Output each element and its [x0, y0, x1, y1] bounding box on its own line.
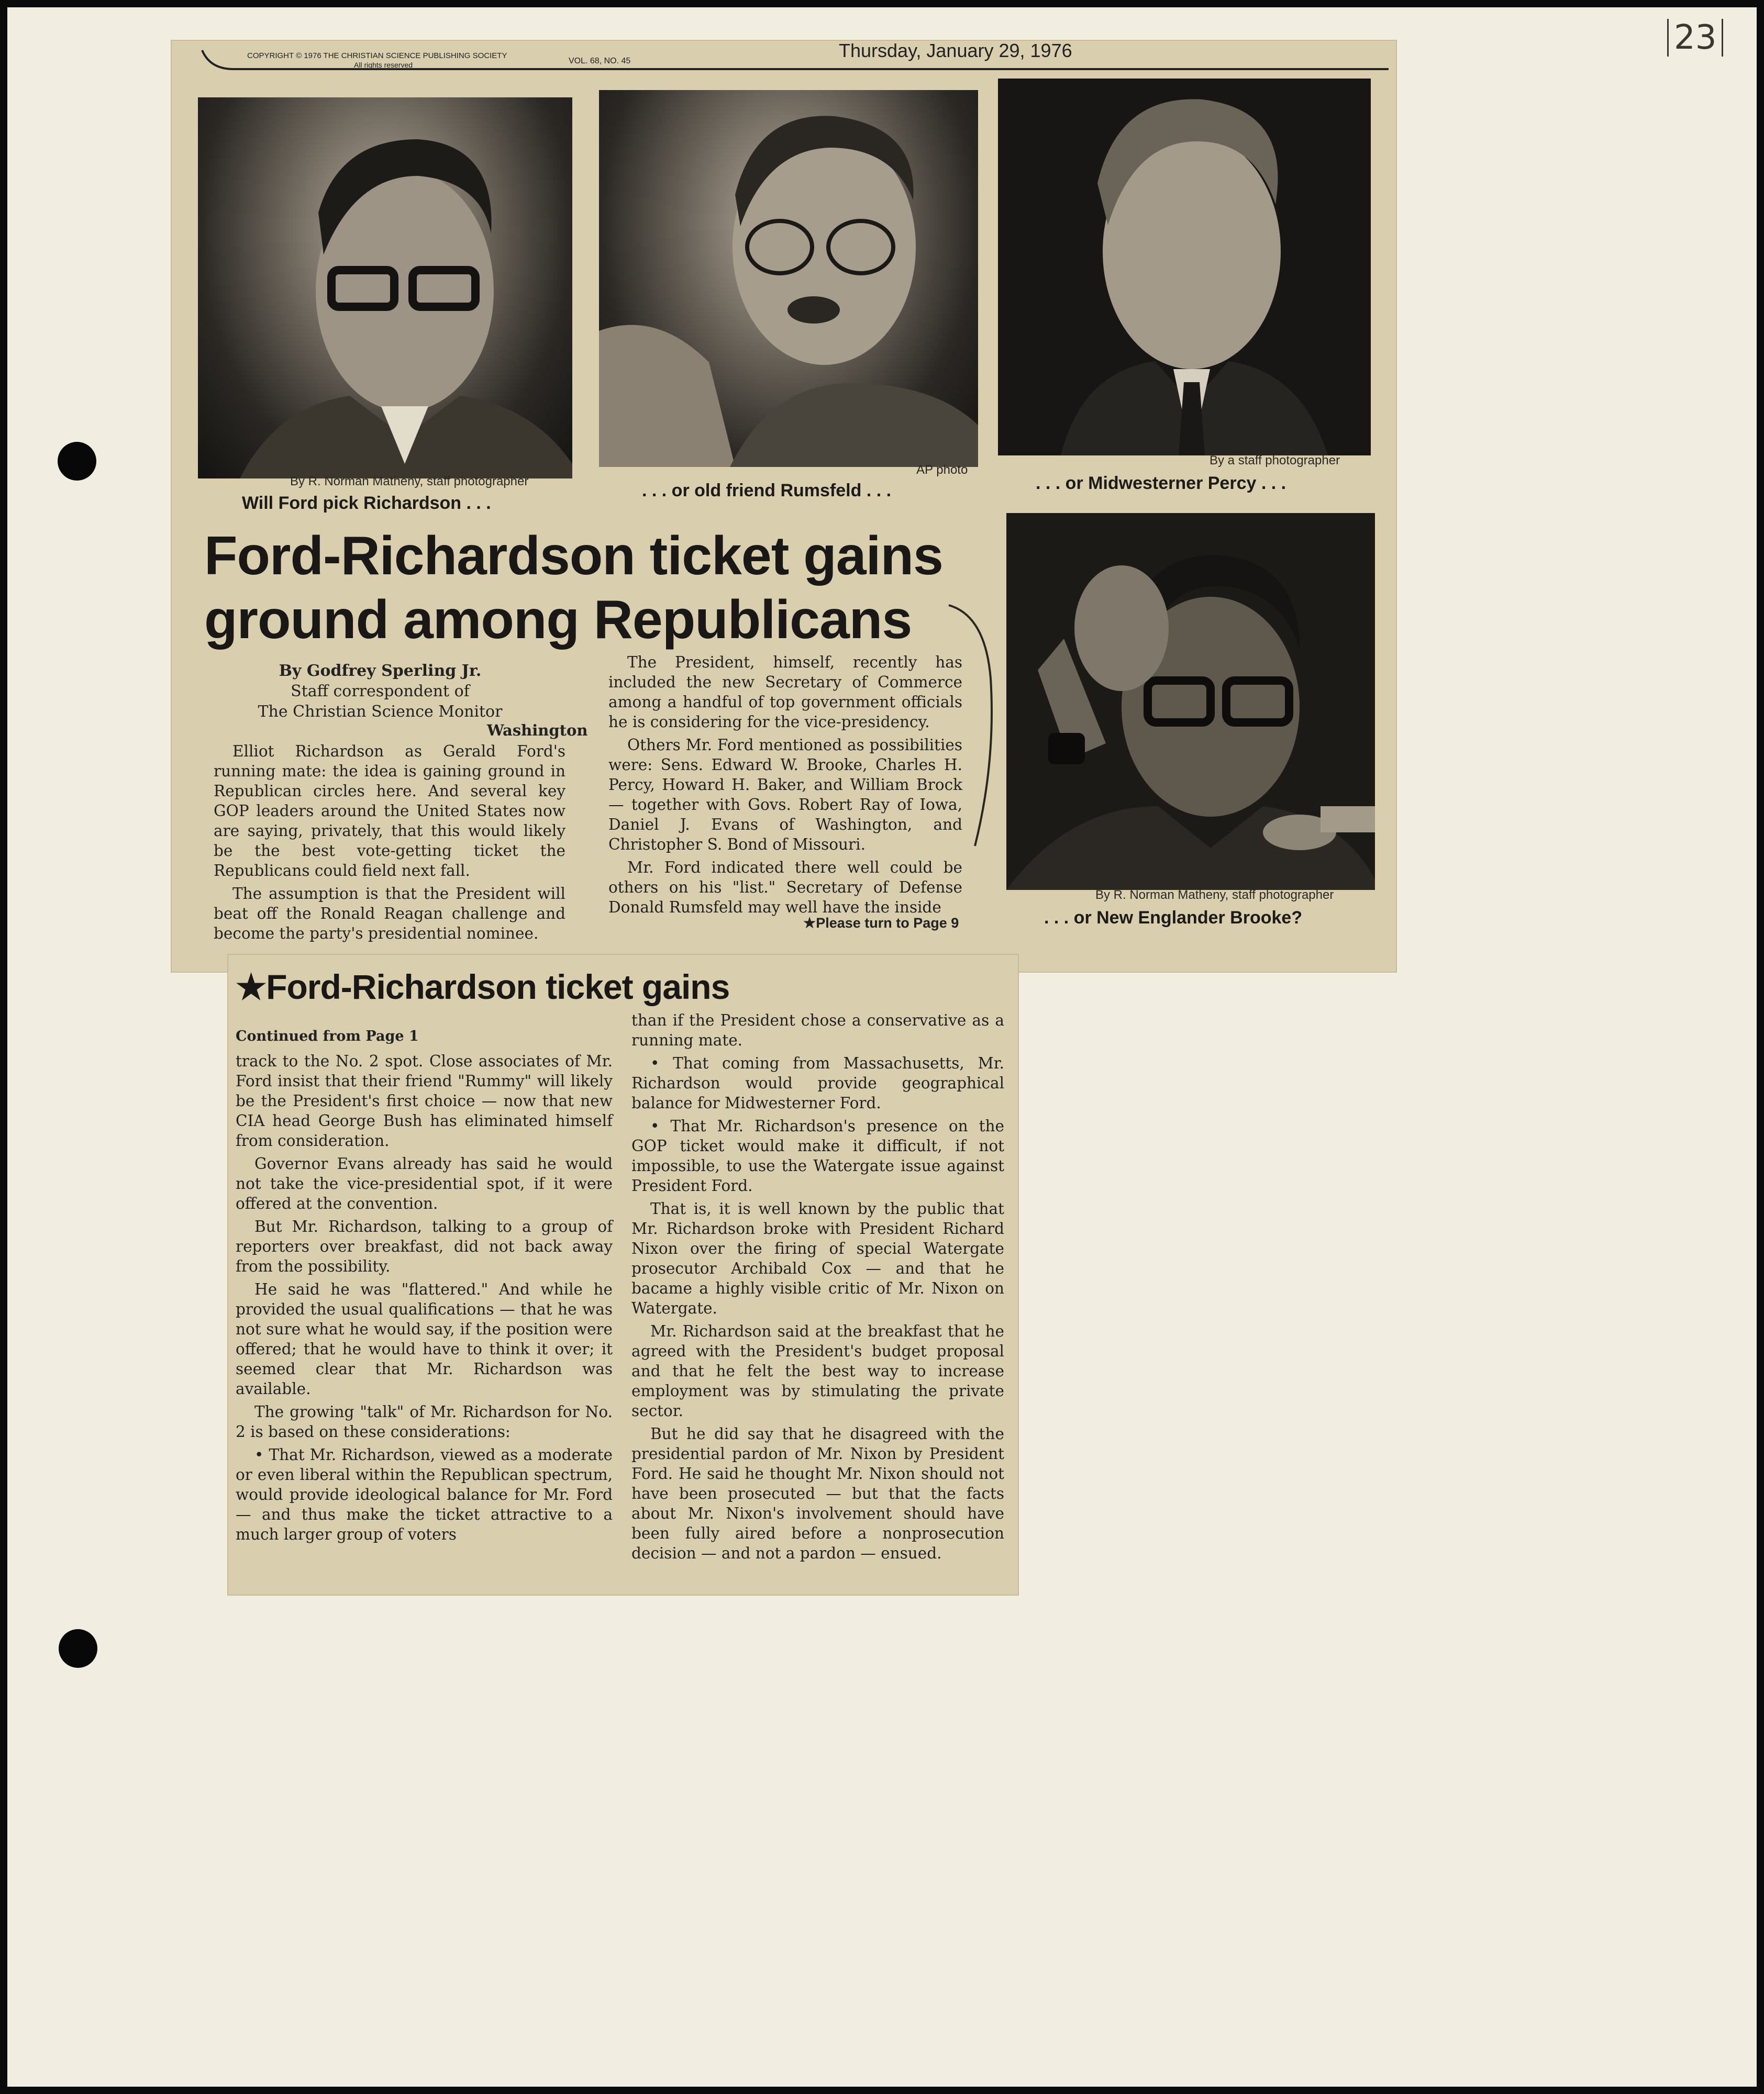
byline	[202, 661, 558, 722]
paragraph: Others Mr. Ford mentioned as possibilities were: Sens. Edward W. Brooke, Charles H. Percy, Howard H. Baker, and William Brock — together with Govs. Robert Ray of Iowa, Daniel J. Evans of Washington, and Christopher S. Bond of Missouri.	[608, 736, 962, 853]
rights-line: All rights reserved	[354, 61, 413, 69]
article-column-2	[608, 652, 962, 917]
paragraph: But Mr. Richardson, talking to a group of reporters over breakfast, did not back away from the possibility.	[236, 1218, 613, 1275]
byline-title: Staff correspondent of	[291, 682, 470, 700]
continuation-headline: ★Ford-Richardson ticket gains	[236, 967, 730, 1006]
paragraph: The assumption is that the President will beat off the Ronald Reagan challenge and become the party's presidential nominee.	[214, 885, 565, 942]
paragraph: • That coming from Massachusetts, Mr. Richardson would provide geographical balance for Midwesterner Ford.	[631, 1054, 1004, 1112]
issue-date: Thursday, January 29, 1976	[839, 40, 1072, 61]
photo-rumsfeld	[599, 90, 978, 467]
continuation-column-1	[236, 1051, 613, 1544]
paragraph: The President, himself, recently has included the new Secretary of Commerce among a handful of top government officials he is considering for the vice-presidency.	[608, 653, 962, 731]
dateline: Washington	[487, 721, 588, 739]
photo-brooke	[1006, 513, 1375, 890]
jump-line: ★Please turn to Page 9	[803, 915, 959, 931]
paragraph: Governor Evans already has said he would not take the vice-presidential spot, if it were offered at the convention.	[236, 1155, 613, 1212]
photo-richardson	[198, 97, 572, 478]
clipping-front-page	[171, 40, 1397, 973]
headline-line-2: ground among Republicans	[204, 589, 912, 650]
paragraph: He said he was "flattered." And while he provided the usual qualifications — that he was not sure what he would say, if the position were offered; that he would have to think it over; it seemed clear that Mr. Richardson was available.	[236, 1280, 613, 1398]
caption-percy: . . . or Midwesterner Percy . . .	[1036, 473, 1286, 493]
caption-rumsfeld: . . . or old friend Rumsfeld . . .	[642, 481, 892, 500]
binder-hole-top	[58, 442, 96, 481]
paragraph: • That Mr. Richardson's presence on the GOP ticket would make it difficult, if not impossible, to use the Watergate issue against President Ford.	[631, 1117, 1004, 1195]
paragraph: • That Mr. Richardson, viewed as a moderate or even liberal within the Republican spectrum, would provide ideological balance for Mr. Ford — and thus make the ticket attractive to a much larger group of voters	[236, 1446, 613, 1543]
continuation-column-2	[631, 1010, 1004, 1563]
credit-richardson: By R. Norman Matheny, staff photographer	[290, 474, 529, 488]
paragraph: Mr. Ford indicated there well could be others on his "list." Secretary of Defense Donald Rumsfeld may well have the inside	[608, 859, 962, 916]
credit-percy: By a staff photographer	[1210, 453, 1340, 467]
paragraph: track to the No. 2 spot. Close associates of Mr. Ford insist that their friend "Rummy" will likely be the President's first choice — now that new CIA head George Bush has eliminated himself from consideration.	[236, 1052, 613, 1150]
caption-richardson: Will Ford pick Richardson . . .	[242, 493, 491, 513]
credit-brooke: By R. Norman Matheny, staff photographer	[1095, 888, 1334, 902]
paragraph: That is, it is well known by the public that Mr. Richardson broke with President Richard Nixon over the firing of special Watergate prosecutor Archibald Cox — and that he bacame a highly visible critic of Mr. Nixon on Watergate.	[631, 1200, 1004, 1317]
caption-brooke: . . . or New Englander Brooke?	[1044, 908, 1303, 928]
byline-name: By Godfrey Sperling Jr.	[279, 662, 482, 680]
paragraph: Mr. Richardson said at the breakfast that he agreed with the President's budget proposal and that he felt the best way to increase employment was by stimulating the private sector.	[631, 1322, 1004, 1420]
byline-paper: The Christian Science Monitor	[258, 703, 503, 721]
copyright-line: COPYRIGHT © 1976 THE CHRISTIAN SCIENCE PUBLISHING SOCIETY	[247, 51, 507, 60]
paragraph: But he did say that he disagreed with the presidential pardon of Mr. Nixon by President Ford. He said he thought Mr. Nixon should not have been prosecuted — but that the facts about Mr. Nixon's involvement should have been fully aired before a nonprosecution decision — and not a pardon — ensued.	[631, 1425, 1004, 1562]
clipping-continuation	[227, 954, 1019, 1596]
continued-line: Continued from Page 1	[236, 1028, 419, 1044]
article-column-1	[214, 741, 565, 943]
page-number: 23	[1667, 19, 1723, 57]
credit-rumsfeld: AP photo	[916, 463, 968, 477]
scrapbook-page	[7, 7, 1757, 2087]
paragraph: The growing "talk" of Mr. Richardson for No. 2 is based on these considerations:	[236, 1403, 613, 1441]
photo-percy	[998, 79, 1371, 455]
binder-hole-bottom	[59, 1629, 97, 1668]
volume-line: VOL. 68, NO. 45	[569, 57, 631, 65]
paragraph: than if the President chose a conservative as a running mate.	[631, 1011, 1004, 1049]
headline-line-1: Ford-Richardson ticket gains	[204, 526, 943, 586]
paragraph: Elliot Richardson as Gerald Ford's running mate: the idea is gaining ground in Republican circles here. And several key GOP leaders around the United States now are saying, privately, that this would likely be the best vote-getting ticket the Republicans could field next fall.	[214, 742, 565, 879]
